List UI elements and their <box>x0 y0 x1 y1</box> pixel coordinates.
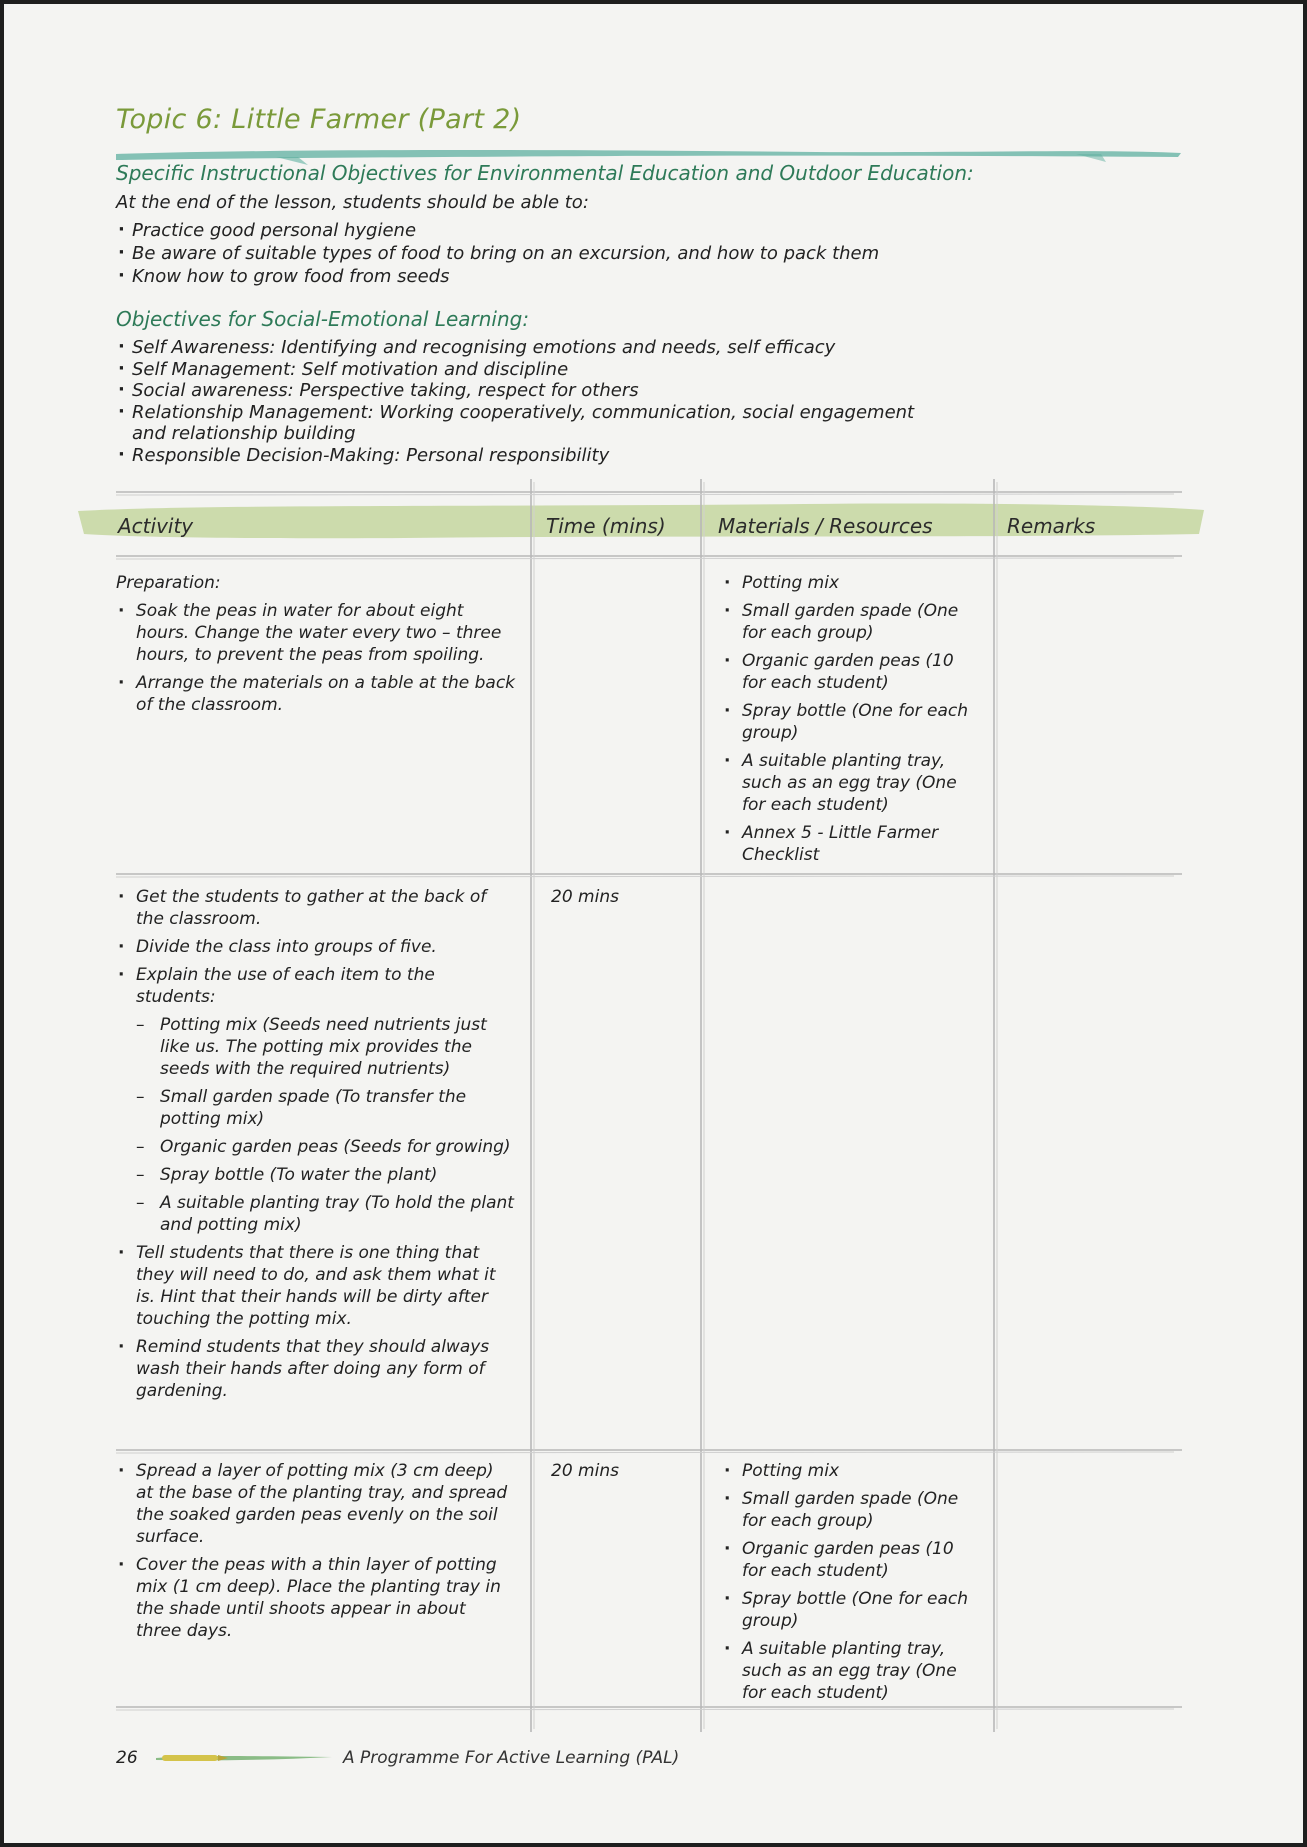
sub-list-item: – Small garden spade (To transfer the potting mix) <box>136 1086 516 1130</box>
sub-list-item: – Potting mix (Seeds need nutrients just like us. The potting mix provides the seeds with the required nutrients) <box>136 1014 516 1080</box>
column-header-remarks: Remarks <box>1007 514 1096 538</box>
preparation-label: Preparation: <box>116 573 221 593</box>
list-item: · Practice good personal hygiene <box>116 219 879 242</box>
list-item: · Annex 5 - Little Farmer Checklist <box>722 822 977 866</box>
list-item: · Spread a layer of potting mix (3 cm deep) at the base of the planting tray, and spread the soaked garden peas evenly on the soil surface. <box>116 1460 516 1548</box>
list-item: · Remind students that they should always wash their hands after doing any form of gardening. <box>116 1336 516 1402</box>
footer-programme-name: A Programme For Active Learning (PAL) <box>343 1748 680 1768</box>
column-header-materials: Materials / Resources <box>718 514 933 538</box>
list-item: · Potting mix <box>722 572 977 594</box>
list-item: · Social awareness: Perspective taking, respect for others <box>116 380 914 402</box>
row2-time-cell: 20 mins <box>551 887 619 907</box>
row1-activity-cell <box>116 572 516 722</box>
list-item: · Divide the class into groups of five. <box>116 936 516 958</box>
sub-list-item: – Organic garden peas (Seeds for growing) <box>136 1136 516 1158</box>
list-item: · Know how to grow food from seeds <box>116 265 879 288</box>
row3-materials-cell <box>722 1460 977 1710</box>
list-item-text: Explain the use of each item to the students: <box>136 965 435 1007</box>
list-item: · Be aware of suitable types of food to bring on an excursion, and how to pack them <box>116 242 879 265</box>
list-item: · Relationship Management: Working cooperatively, communication, social engagement <box>116 402 914 424</box>
list-item: · Get the students to gather at the back of the classroom. <box>116 886 516 930</box>
column-header-time: Time (mins) <box>546 514 666 538</box>
sub-list-item: – Spray bottle (To water the plant) <box>136 1164 516 1186</box>
sub-list <box>136 1014 516 1236</box>
row1-materials-cell <box>722 572 977 872</box>
specific-objectives-heading: Specific Instructional Objectives for Environmental Education and Outdoor Education: <box>116 161 974 185</box>
row3-time-cell: 20 mins <box>551 1461 619 1481</box>
list-item-continuation: and relationship building <box>132 423 356 444</box>
list-item: · Arrange the materials on a table at the back of the classroom. <box>116 672 516 716</box>
document-page <box>4 4 1303 1843</box>
list-item: · Small garden spade (One for each group) <box>722 1488 977 1532</box>
row3-activity-cell <box>116 1460 516 1648</box>
page-number: 26 <box>116 1748 138 1768</box>
list-item: · Self Management: Self motivation and discipline <box>116 359 914 381</box>
row2-activity-cell <box>116 886 516 1408</box>
list-item: · Spray bottle (One for each group) <box>722 1588 977 1632</box>
objectives-lead: At the end of the lesson, students should be able to: <box>116 192 589 213</box>
list-item: · Cover the peas with a thin layer of potting mix (1 cm deep). Place the planting tray in the shade until shoots appear in about three days. <box>116 1554 516 1642</box>
column-header-activity: Activity <box>118 514 194 538</box>
list-item: · A suitable planting tray, such as an egg tray (One for each student) <box>722 750 977 816</box>
list-item: · A suitable planting tray, such as an egg tray (One for each student) <box>722 1638 977 1704</box>
list-item: · Organic garden peas (10 for each student) <box>722 650 977 694</box>
grass-pencil-icon <box>154 1750 334 1766</box>
list-item: · Potting mix <box>722 1460 977 1482</box>
sel-objectives-heading: Objectives for Social-Emotional Learning: <box>116 307 530 331</box>
list-item: · Self Awareness: Identifying and recognising emotions and needs, self efficacy <box>116 337 914 359</box>
list-item: · Responsible Decision-Making: Personal responsibility <box>116 445 914 467</box>
list-item <box>116 964 516 1236</box>
list-item: · Organic garden peas (10 for each student) <box>722 1538 977 1582</box>
list-item: · Spray bottle (One for each group) <box>722 700 977 744</box>
list-item: · Soak the peas in water for about eight hours. Change the water every two – three hours, to prevent the peas from spoiling. <box>116 600 516 666</box>
page-title: Topic 6: Little Farmer (Part 2) <box>116 104 522 135</box>
list-item: · Tell students that there is one thing that they will need to do, and ask them what it is. Hint that their hands will be dirty after touching the potting mix. <box>116 1242 516 1330</box>
list-item: · Small garden spade (One for each group) <box>722 600 977 644</box>
sub-list-item: – A suitable planting tray (To hold the plant and potting mix) <box>136 1192 516 1236</box>
